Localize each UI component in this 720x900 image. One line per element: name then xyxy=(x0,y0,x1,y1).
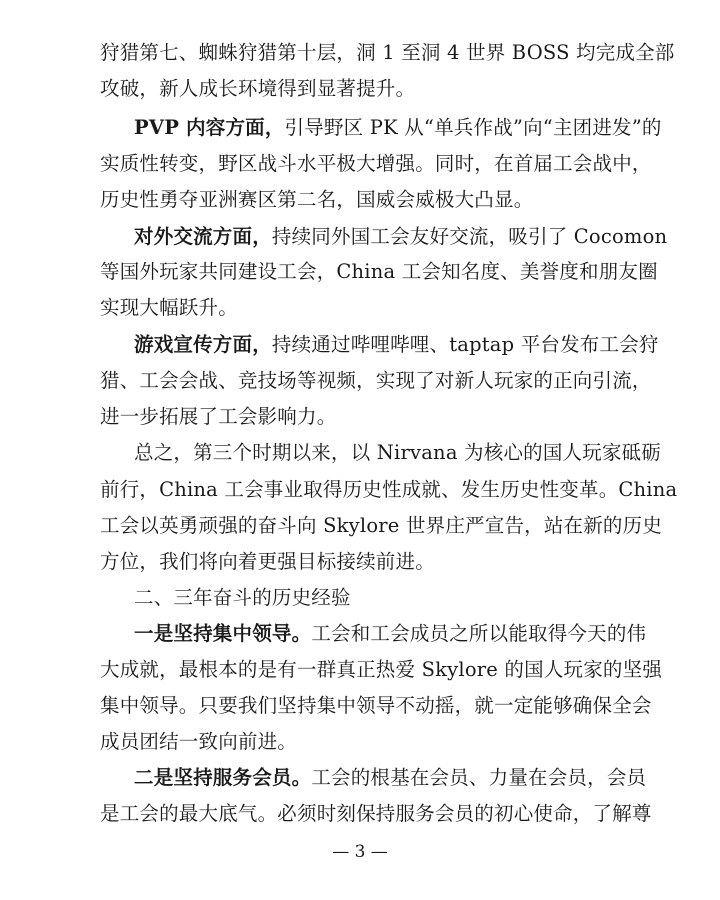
line-text: 工会和工会成员之所以能取得今天的伟 xyxy=(311,622,647,645)
section-heading xyxy=(134,585,630,611)
section-lead-pvp: PVP 内容方面， xyxy=(134,116,285,139)
body-line xyxy=(100,151,652,177)
body-line xyxy=(100,76,630,102)
line-text: 攻破，新人成长环境得到显著提升。 xyxy=(100,77,416,100)
body-line xyxy=(100,477,678,503)
experience-lead-2: 二是坚持服务会员。 xyxy=(134,766,312,789)
body-line xyxy=(100,259,658,285)
line-text: 集中领导。只要我们坚持集中领导不动摇，就一定能够确保全会 xyxy=(100,694,652,717)
line-text: 方位，我们将向着更强目标接续前进。 xyxy=(100,550,435,573)
body-line xyxy=(100,693,652,719)
body-line xyxy=(100,549,630,575)
paragraph-first-line xyxy=(134,440,662,466)
line-text: 狩猎第七、蜘蛛狩猎第十层，洞 1 至洞 4 世界 BOSS 均完成全部 xyxy=(100,41,675,64)
body-line xyxy=(100,729,630,755)
body-line xyxy=(100,187,630,213)
paragraph-first-line xyxy=(134,332,659,358)
body-line xyxy=(100,368,652,394)
body-line xyxy=(100,513,663,539)
line-text: 实现大幅跃升。 xyxy=(100,296,238,319)
line-text: 总之，第三个时期以来，以 Nirvana 为核心的国人玩家砥砺 xyxy=(134,441,662,464)
line-text: 进一步拓展了工会影响力。 xyxy=(100,405,337,428)
body-line xyxy=(100,295,630,321)
paragraph-first-line xyxy=(134,621,647,647)
section-lead-exchange: 对外交流方面， xyxy=(134,225,272,248)
section-lead-promotion: 游戏宣传方面， xyxy=(134,333,272,356)
line-text: 工会以英勇顽强的奋斗向 Skylore 世界庄严宣告，站在新的历史 xyxy=(100,514,663,537)
line-text: 前行，China 工会事业取得历史性成就、发生历史性变革。China xyxy=(100,478,678,501)
line-text: 历史性勇夺亚洲赛区第二名，国威会威极大凸显。 xyxy=(100,188,534,211)
body-line xyxy=(100,404,630,430)
line-text: 持续同外国工会友好交流，吸引了 Cocomon xyxy=(271,225,668,248)
line-text: 等国外玩家共同建设工会，China 工会知名度、美誉度和朋友圈 xyxy=(100,260,658,283)
heading-text: 二、三年奋斗的历史经验 xyxy=(134,586,351,609)
paragraph-first-line xyxy=(134,224,668,250)
line-text: 猎、工会会战、竞技场等视频，实现了对新人玩家的正向引流， xyxy=(100,369,652,392)
paragraph-first-line xyxy=(134,765,647,791)
line-text: 大成就，最根本的是有一群真正热爱 Skylore 的国人玩家的坚强 xyxy=(100,658,663,681)
line-text: 成员团结一致向前进。 xyxy=(100,730,298,753)
experience-lead-1: 一是坚持集中领导。 xyxy=(134,622,312,645)
paragraph-first-line xyxy=(134,115,662,141)
body-line xyxy=(100,40,675,66)
page-number: — 3 — xyxy=(332,842,388,862)
line-text: 是工会的最大底气。必须时刻保持服务会员的初心使命，了解尊 xyxy=(100,802,652,825)
line-text: 实质性转变，野区战斗水平极大增强。同时，在首届工会战中， xyxy=(100,152,652,175)
body-line xyxy=(100,801,652,827)
line-text: 持续通过哔哩哔哩、taptap 平台发布工会狩 xyxy=(271,333,659,356)
body-line xyxy=(100,657,663,683)
line-text: 工会的根基在会员、力量在会员，会员 xyxy=(311,766,647,789)
line-text: 引导野区 PK 从“单兵作战”向“主团进发”的 xyxy=(284,116,662,139)
